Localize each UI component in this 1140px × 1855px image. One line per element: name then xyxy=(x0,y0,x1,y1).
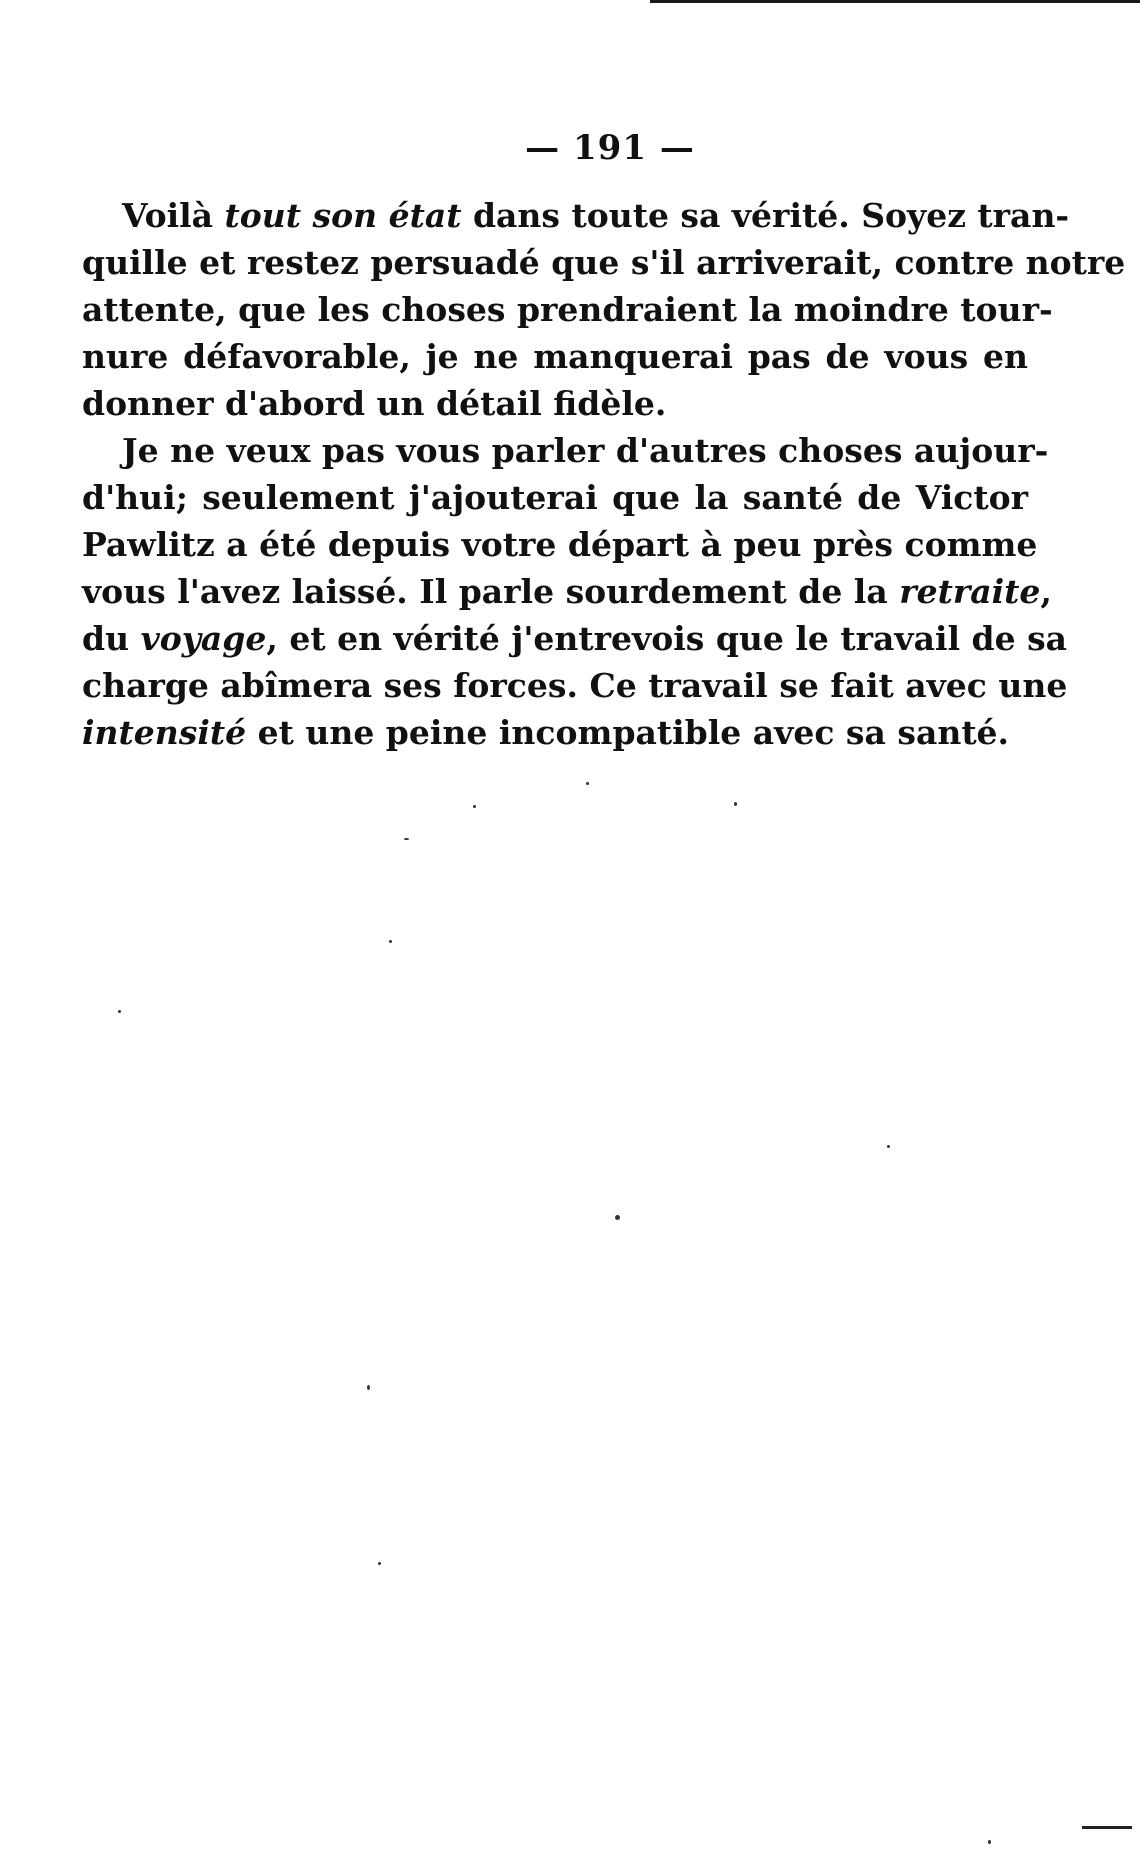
page-number-text: — 191 — xyxy=(525,128,695,168)
text-line: nure défavorable, je ne manquerai pas de vous en xyxy=(82,337,1028,376)
text-line: du voyage, et en vérité j'entrevois que le travail de sa xyxy=(82,619,1068,658)
text-line: Pawlitz a été depuis votre départ à peu près comme xyxy=(82,525,1038,564)
text-line: charge abîmera ses forces. Ce travail se fait avec une xyxy=(82,666,1068,705)
scan-speck xyxy=(404,838,409,840)
page-number xyxy=(0,128,1140,168)
paragraph-2 xyxy=(82,427,1068,756)
scan-speck xyxy=(586,782,589,785)
text-line: Voilà tout son état dans toute sa vérité. Soyez tran- xyxy=(122,196,1070,235)
text-line: Je ne veux pas vous parler d'autres choses aujour- xyxy=(122,431,1049,470)
top-border-rule xyxy=(650,0,1140,3)
scan-speck xyxy=(988,1840,991,1844)
scan-speck xyxy=(887,1145,890,1148)
scan-speck xyxy=(615,1215,620,1220)
text-line: donner d'abord un détail fidèle. xyxy=(82,384,667,423)
text-line: intensité et une peine incompatible avec sa santé. xyxy=(82,713,1010,752)
text-line: attente, que les choses prendraient la moindre tour- xyxy=(82,290,1053,329)
scan-speck xyxy=(367,1385,370,1390)
scan-speck xyxy=(378,1562,381,1565)
body-text xyxy=(82,192,1126,756)
text-line: quille et restez persuadé que s'il arriverait, contre notre xyxy=(82,243,1126,282)
scan-dash-mark xyxy=(1082,1826,1132,1829)
paragraph-1 xyxy=(82,192,1126,427)
scan-speck xyxy=(473,805,476,808)
text-line: d'hui; seulement j'ajouterai que la santé de Victor xyxy=(82,478,1028,517)
scan-speck xyxy=(118,1010,121,1013)
text-line: vous l'avez laissé. Il parle sourdement de la retraite, xyxy=(82,572,1052,611)
scan-speck xyxy=(734,802,737,806)
scan-speck xyxy=(389,940,392,943)
